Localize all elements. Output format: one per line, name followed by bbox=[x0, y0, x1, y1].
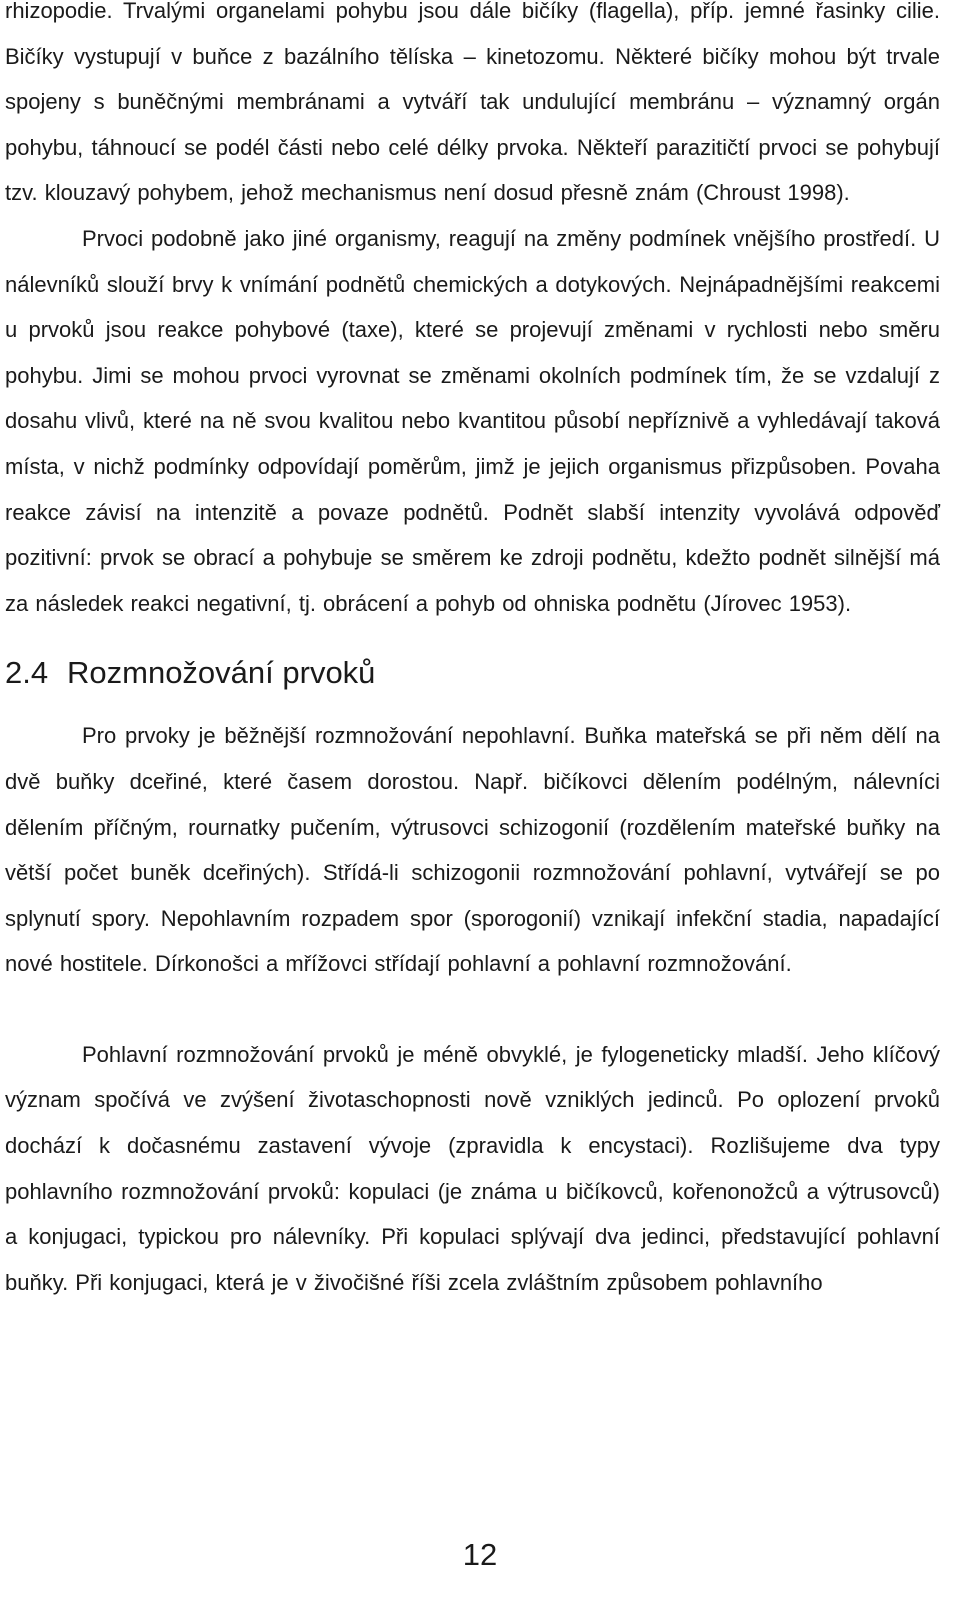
paragraph-sexual-reproduction: Pohlavní rozmnožování prvoků je méně obvyklé, je fylogeneticky mladší. Jeho klíčový význam spočívá ve zvýšení životaschopnosti nově vzniklých jedinců. Po oplození prvoků dochází k dočasnému zastavení vývoje (zpravidla k encystaci). Rozlišujeme dva typy pohlavního rozmnožování prvoků: kopulaci (je známa u bičíkovců, kořenonožců a výtrusovců) a konjugaci, typickou pro nálevníky. Při kopulaci splývají dva jedinci, představující pohlavní buňky. Při konjugaci, která je v živočišné říši zcela zvláštním způsobem pohlavního bbox=[5, 1041, 940, 1295]
paragraph-locomotion: rhizopodie. Trvalými organelami pohybu jsou dále bičíky (flagella), příp. jemné řasinky cilie. Bičíky vystupují v buňce z bazálního tělíska – kinetozomu. Některé bičíky mohou být trvale spojeny s buněčnými membránami a vytváří tak undulující membránu – významný orgán pohybu, táhnoucí se podél části nebo celé délky prvoka. Někteří parazitičtí prvoci se pohybují tzv. klouzavý pohybem, jehož mechanismus není dosud přesně znám (Chroust 1998). bbox=[5, 0, 940, 206]
paragraph-asexual-reproduction: Pro prvoky je běžnější rozmnožování nepohlavní. Buňka mateřská se při něm dělí na dvě buňky dceřiné, které časem dorostou. Např. bičíkovci dělením podélným, nálevníci dělením příčným, rournatky pučením, výtrusovci schizogonií (rozdělením mateřské buňky na větší počet buněk dceřiných). Střídá-li schizogonii rozmnožování pohlavní, vytvářejí se po splynutí spory. Nepohlavním rozpadem spor (sporogonií) vznikají infekční stadia, napadající nové hostitele. Dírkonošci a mřížovci střídají pohlavní a pohlavní rozmnožování. bbox=[5, 723, 940, 977]
section-heading bbox=[5, 651, 940, 695]
document-page bbox=[5, 0, 940, 1305]
page-number: 12 bbox=[462, 1537, 498, 1572]
section-number: 2.4 bbox=[5, 655, 49, 691]
paragraph-reactions: Prvoci podobně jako jiné organismy, reagují na změny podmínek vnějšího prostředí. U nálevníků slouží brvy k vnímání podnětů chemických a dotykových. Nejnápadnějšími reakcemi u prvoků jsou reakce pohybové (taxe), které se projevují změnami v rychlosti nebo směru pohybu. Jimi se mohou prvoci vyrovnat se změnami okolních podmínek tím, že se vzdalují z dosahu vlivů, které na ně svou kvalitou nebo kvantitou působí nepříznivě a vyhledávají taková místa, v nichž podmínky odpovídají poměrům, jimž je jejich organismus přizpůsoben. Povaha reakce závisí na intenzitě a povaze podnětů. Podnět slabší intenzity vyvolává odpověď pozitivní: prvok se obrací a pohybuje se směrem ke zdroji podnětu, kdežto podnět silnější má za následek reakci negativní, tj. obrácení a pohyb od ohniska podnětu (Jírovec 1953). bbox=[5, 225, 940, 616]
section-title: Rozmnožování prvoků bbox=[67, 655, 376, 691]
